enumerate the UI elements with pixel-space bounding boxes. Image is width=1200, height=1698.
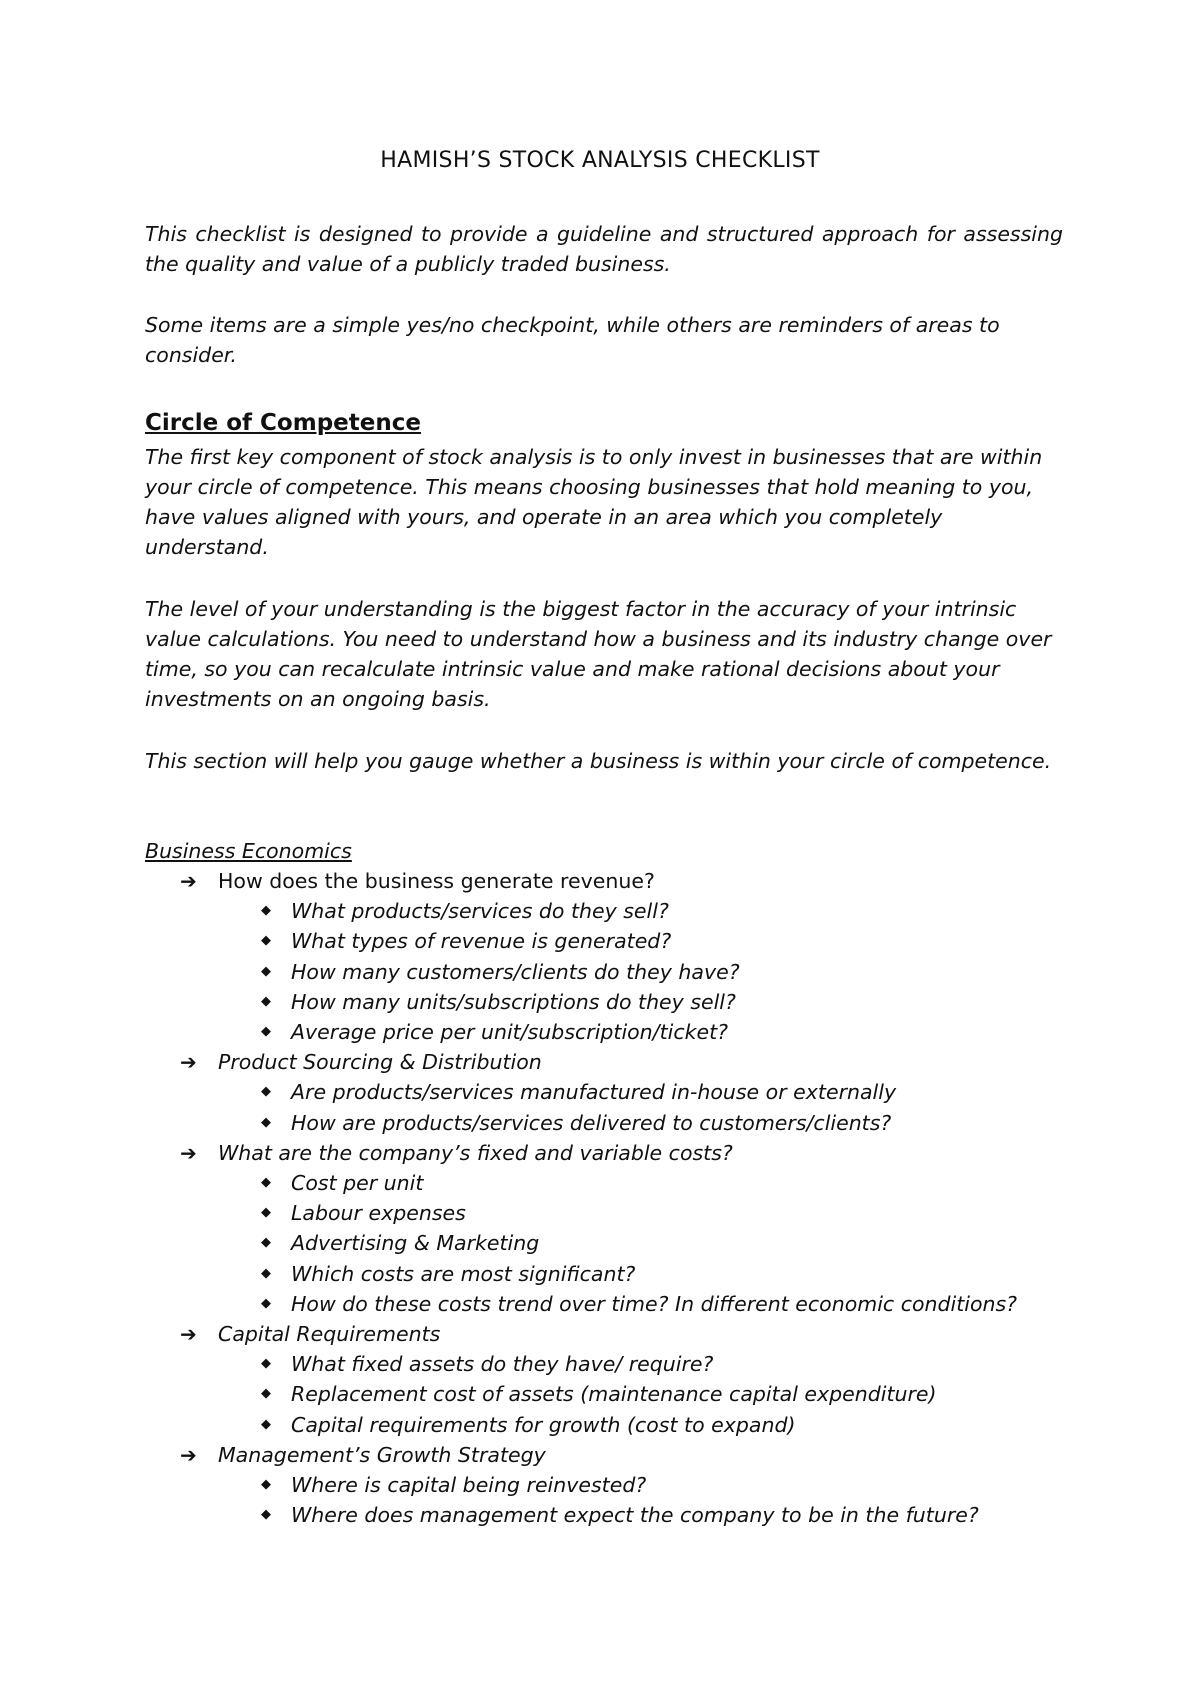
diamond-bullet-icon: ◆ [261,1295,271,1311]
checklist-item [145,1047,1075,1138]
section-heading: Circle of Competence [145,410,421,436]
diamond-bullet-icon: ◆ [261,1386,271,1402]
checklist-subitem [218,1500,1075,1530]
checklist-subitems [218,1470,1075,1530]
checklist-item-label: Product Sourcing & Distribution [218,1050,542,1075]
diamond-bullet-icon: ◆ [261,993,271,1009]
diamond-bullet-icon: ◆ [261,1235,271,1251]
diamond-bullet-icon: ◆ [261,1175,271,1191]
checklist-subitem [218,1228,1075,1258]
diamond-bullet-icon: ◆ [261,1024,271,1040]
arrow-icon: ➔ [180,1140,197,1165]
checklist-subitem-label: Advertising & Marketing [291,1231,540,1256]
checklist-subitem [218,1259,1075,1289]
document-title: HAMISH’S STOCK ANALYSIS CHECKLIST [380,148,820,173]
arrow-icon: ➔ [180,1322,197,1347]
diamond-bullet-icon: ◆ [261,1114,271,1130]
checklist-subitem [218,1410,1075,1440]
checklist-subitems [218,1168,1075,1319]
checklist-item-label: How does the business generate revenue? [218,869,655,893]
checklist-subitem [218,1379,1075,1409]
checklist-item [145,1440,1075,1531]
checklist-subitem-label: Labour expenses [291,1201,466,1226]
diamond-bullet-icon: ◆ [261,1416,271,1432]
diamond-bullet-icon: ◆ [261,963,271,979]
checklist-subitem-label: What types of revenue is generated? [291,929,672,954]
diamond-bullet-icon: ◆ [261,1084,271,1100]
checklist-subitem [218,957,1075,987]
arrow-icon: ➔ [180,869,197,893]
diamond-bullet-icon: ◆ [261,1356,271,1372]
arrow-icon: ➔ [180,1442,197,1467]
checklist-subitems [218,1077,1075,1137]
checklist-subitems [218,1349,1075,1440]
checklist-subitem-label: How are products/services delivered to customers/clients? [291,1110,892,1135]
checklist-subitem [218,1108,1075,1138]
checklist-subitems [218,896,1075,1047]
checklist-subitem-label: How do these costs trend over time? In different economic conditions? [291,1291,1018,1316]
checklist-subitem [218,1289,1075,1319]
checklist-outline [145,866,1075,1530]
diamond-bullet-icon: ◆ [261,1477,271,1493]
arrow-icon: ➔ [180,1050,197,1075]
checklist-subitem [218,1198,1075,1228]
checklist-subitem [218,987,1075,1017]
intro-paragraph: Some items are a simple yes/no checkpoint, while others are reminders of areas to consider. [145,313,1000,367]
checklist-item-label: Management’s Growth Strategy [218,1442,546,1467]
checklist-subitem-label: Are products/services manufactured in-house or externally [291,1080,897,1105]
checklist-item-label: Capital Requirements [218,1322,441,1347]
checklist-subitem-label: How many customers/clients do they have? [291,959,740,984]
checklist-item [145,1138,1075,1319]
diamond-bullet-icon: ◆ [261,903,271,919]
checklist-item [145,1319,1075,1440]
diamond-bullet-icon: ◆ [261,1265,271,1281]
checklist-subitem [218,1017,1075,1047]
checklist-subitem-label: What products/services do they sell? [291,899,669,924]
checklist-subitem [218,896,1075,926]
checklist-subitem-label: Where is capital being reinvested? [291,1473,647,1498]
checklist-subitem [218,1168,1075,1198]
intro-paragraph: This checklist is designed to provide a guideline and structured approach for assessing the quality and value of a publicly traded business. [145,222,1063,276]
subsection-heading: Business Economics [145,839,352,863]
checklist-subitem [218,1077,1075,1107]
section-paragraph: The first key component of stock analysis is to only invest in businesses that are within your circle of competence. This means choosing businesses that hold meaning to you, have values aligned with yours, and operate in an area which you completely understand. [145,445,1043,559]
diamond-bullet-icon: ◆ [261,1507,271,1523]
checklist-subitem [218,1349,1075,1379]
checklist-subitem [218,1470,1075,1500]
checklist-item [145,866,1075,1047]
checklist-subitem-label: Where does management expect the company to be in the future? [291,1503,979,1528]
checklist-subitem-label: How many units/subscriptions do they sell? [291,989,736,1014]
checklist-subitem-label: Average price per unit/subscription/ticket? [291,1020,728,1045]
checklist-subitem-label: Which costs are most significant? [291,1261,636,1286]
diamond-bullet-icon: ◆ [261,933,271,949]
diamond-bullet-icon: ◆ [261,1205,271,1221]
section-paragraph: The level of your understanding is the biggest factor in the accuracy of your intrinsic value calculations. You need to understand how a business and its industry change over time, so you can recalculate intrinsic value and make rational decisions about your investments on an ongoing basis. [145,597,1052,711]
checklist-subitem-label: What fixed assets do they have/ require? [291,1352,714,1377]
checklist-subitem-label: Capital requirements for growth (cost to expand) [291,1412,796,1437]
checklist-subitem [218,926,1075,956]
checklist-subitem-label: Cost per unit [291,1171,424,1196]
section-paragraph: This section will help you gauge whether a business is within your circle of competence. [145,749,1052,773]
checklist-item-label: What are the company’s fixed and variable costs? [218,1140,733,1165]
checklist-subitem-label: Replacement cost of assets (maintenance capital expenditure) [291,1382,937,1407]
